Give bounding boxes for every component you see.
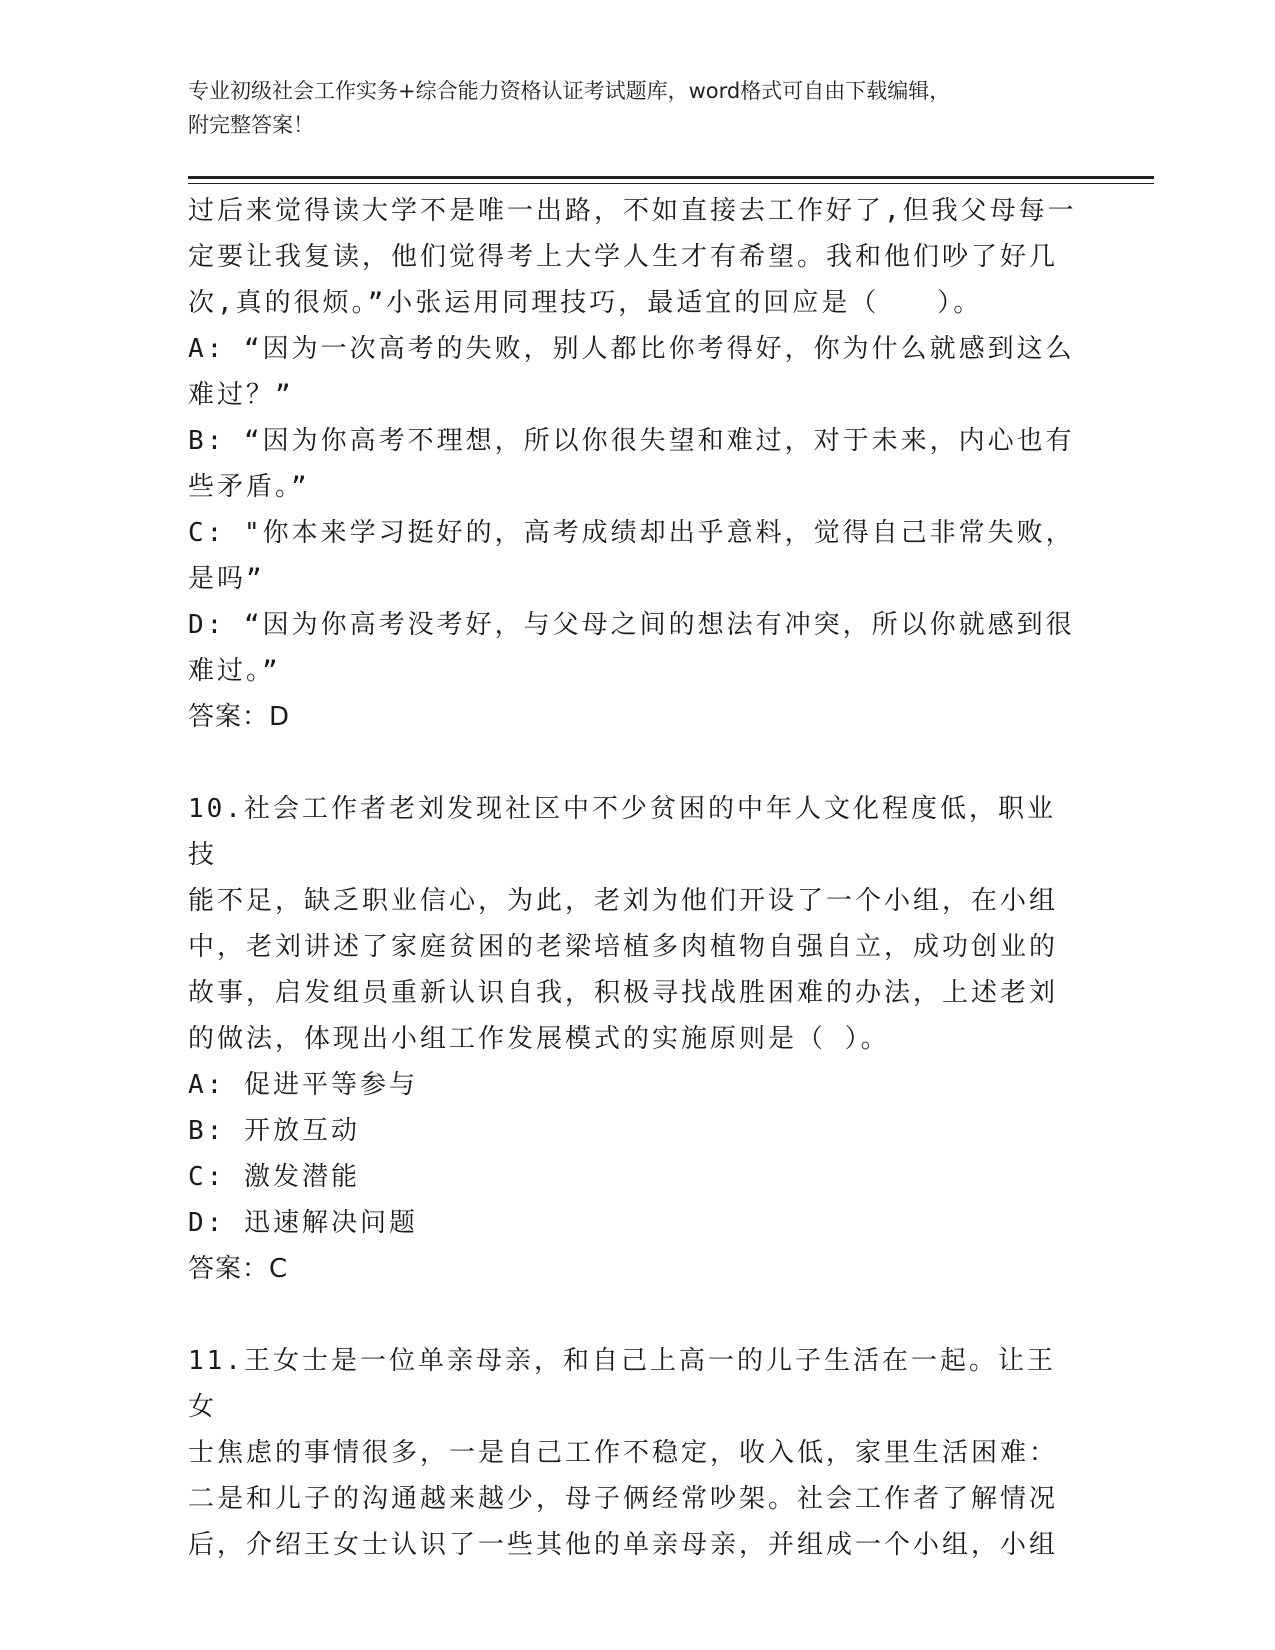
option-d-line: D: “因为你高考没考好，与父母之间的想法有冲突，所以你就感到很	[188, 610, 1075, 640]
option-b-line: B: “因为你高考不理想，所以你很失望和难过，对于未来，内心也有	[188, 426, 1075, 456]
question-10	[188, 786, 1078, 1292]
option-d: D: 迅速解决问题	[188, 1208, 418, 1238]
question-content	[188, 188, 1078, 1568]
question-stem-line: 故事，启发组员重新认识自我，积极寻找战胜困难的办法，上述老刘	[188, 978, 1059, 1008]
question-11	[188, 1338, 1078, 1568]
question-stem-line: 士焦虑的事情很多，一是自己工作不稳定，收入低，家里生活困难：	[188, 1438, 1059, 1468]
question-stem-line: 次,真的很烦。”小张运用同理技巧，最适宜的回应是（ ）。	[188, 288, 983, 318]
question-9-continued	[188, 188, 1078, 740]
answer-line: 答案：C	[188, 1254, 289, 1284]
header-line-2: 附完整答案！	[188, 113, 314, 137]
option-a-line: A: “因为一次高考的失败，别人都比你考得好，你为什么就感到这么	[188, 334, 1075, 364]
question-stem-line: 10.社会工作者老刘发现社区中不少贫困的中年人文化程度低，职业技	[188, 794, 1056, 870]
option-c: C: 激发潜能	[188, 1162, 360, 1192]
header-line-1: 专业初级社会工作实务+综合能力资格认证考试题库，word格式可自由下载编辑，	[188, 79, 951, 103]
option-a: A: 促进平等参与	[188, 1070, 418, 1100]
option-d-line: 难过。”	[188, 656, 281, 686]
option-c-line: C: "你本来学习挺好的，高考成绩却出乎意料，觉得自己非常失败，	[188, 518, 1075, 548]
question-stem-line: 后，介绍王女士认识了一些其他的单亲母亲，并组成一个小组，小组	[188, 1530, 1059, 1560]
question-stem-line: 能不足，缺乏职业信心，为此，老刘为他们开设了一个小组，在小组	[188, 886, 1059, 916]
header-rule-thick	[188, 176, 1154, 179]
question-stem-line: 中，老刘讲述了家庭贫困的老梁培植多肉植物自强自立，成功创业的	[188, 932, 1059, 962]
question-stem-line: 的做法，体现出小组工作发展模式的实施原则是（ ）。	[188, 1024, 890, 1054]
question-stem-line: 11.王女士是一位单亲母亲，和自己上高一的儿子生活在一起。让王女	[188, 1346, 1056, 1422]
header-rule-thin	[188, 183, 1154, 184]
page-header	[188, 74, 1088, 142]
question-stem-line: 过后来觉得读大学不是唯一出路，不如直接去工作好了,但我父母每一	[188, 196, 1077, 226]
answer-line: 答案：D	[188, 702, 291, 732]
option-b-line: 些矛盾。”	[188, 472, 310, 502]
question-stem-line: 二是和儿子的沟通越来越少，母子俩经常吵架。社会工作者了解情况	[188, 1484, 1059, 1514]
question-stem-line: 定要让我复读，他们觉得考上大学人生才有希望。我和他们吵了好几	[188, 242, 1059, 272]
option-c-line: 是吗”	[188, 564, 265, 594]
option-a-line: 难过？”	[188, 380, 294, 410]
option-b: B: 开放互动	[188, 1116, 360, 1146]
